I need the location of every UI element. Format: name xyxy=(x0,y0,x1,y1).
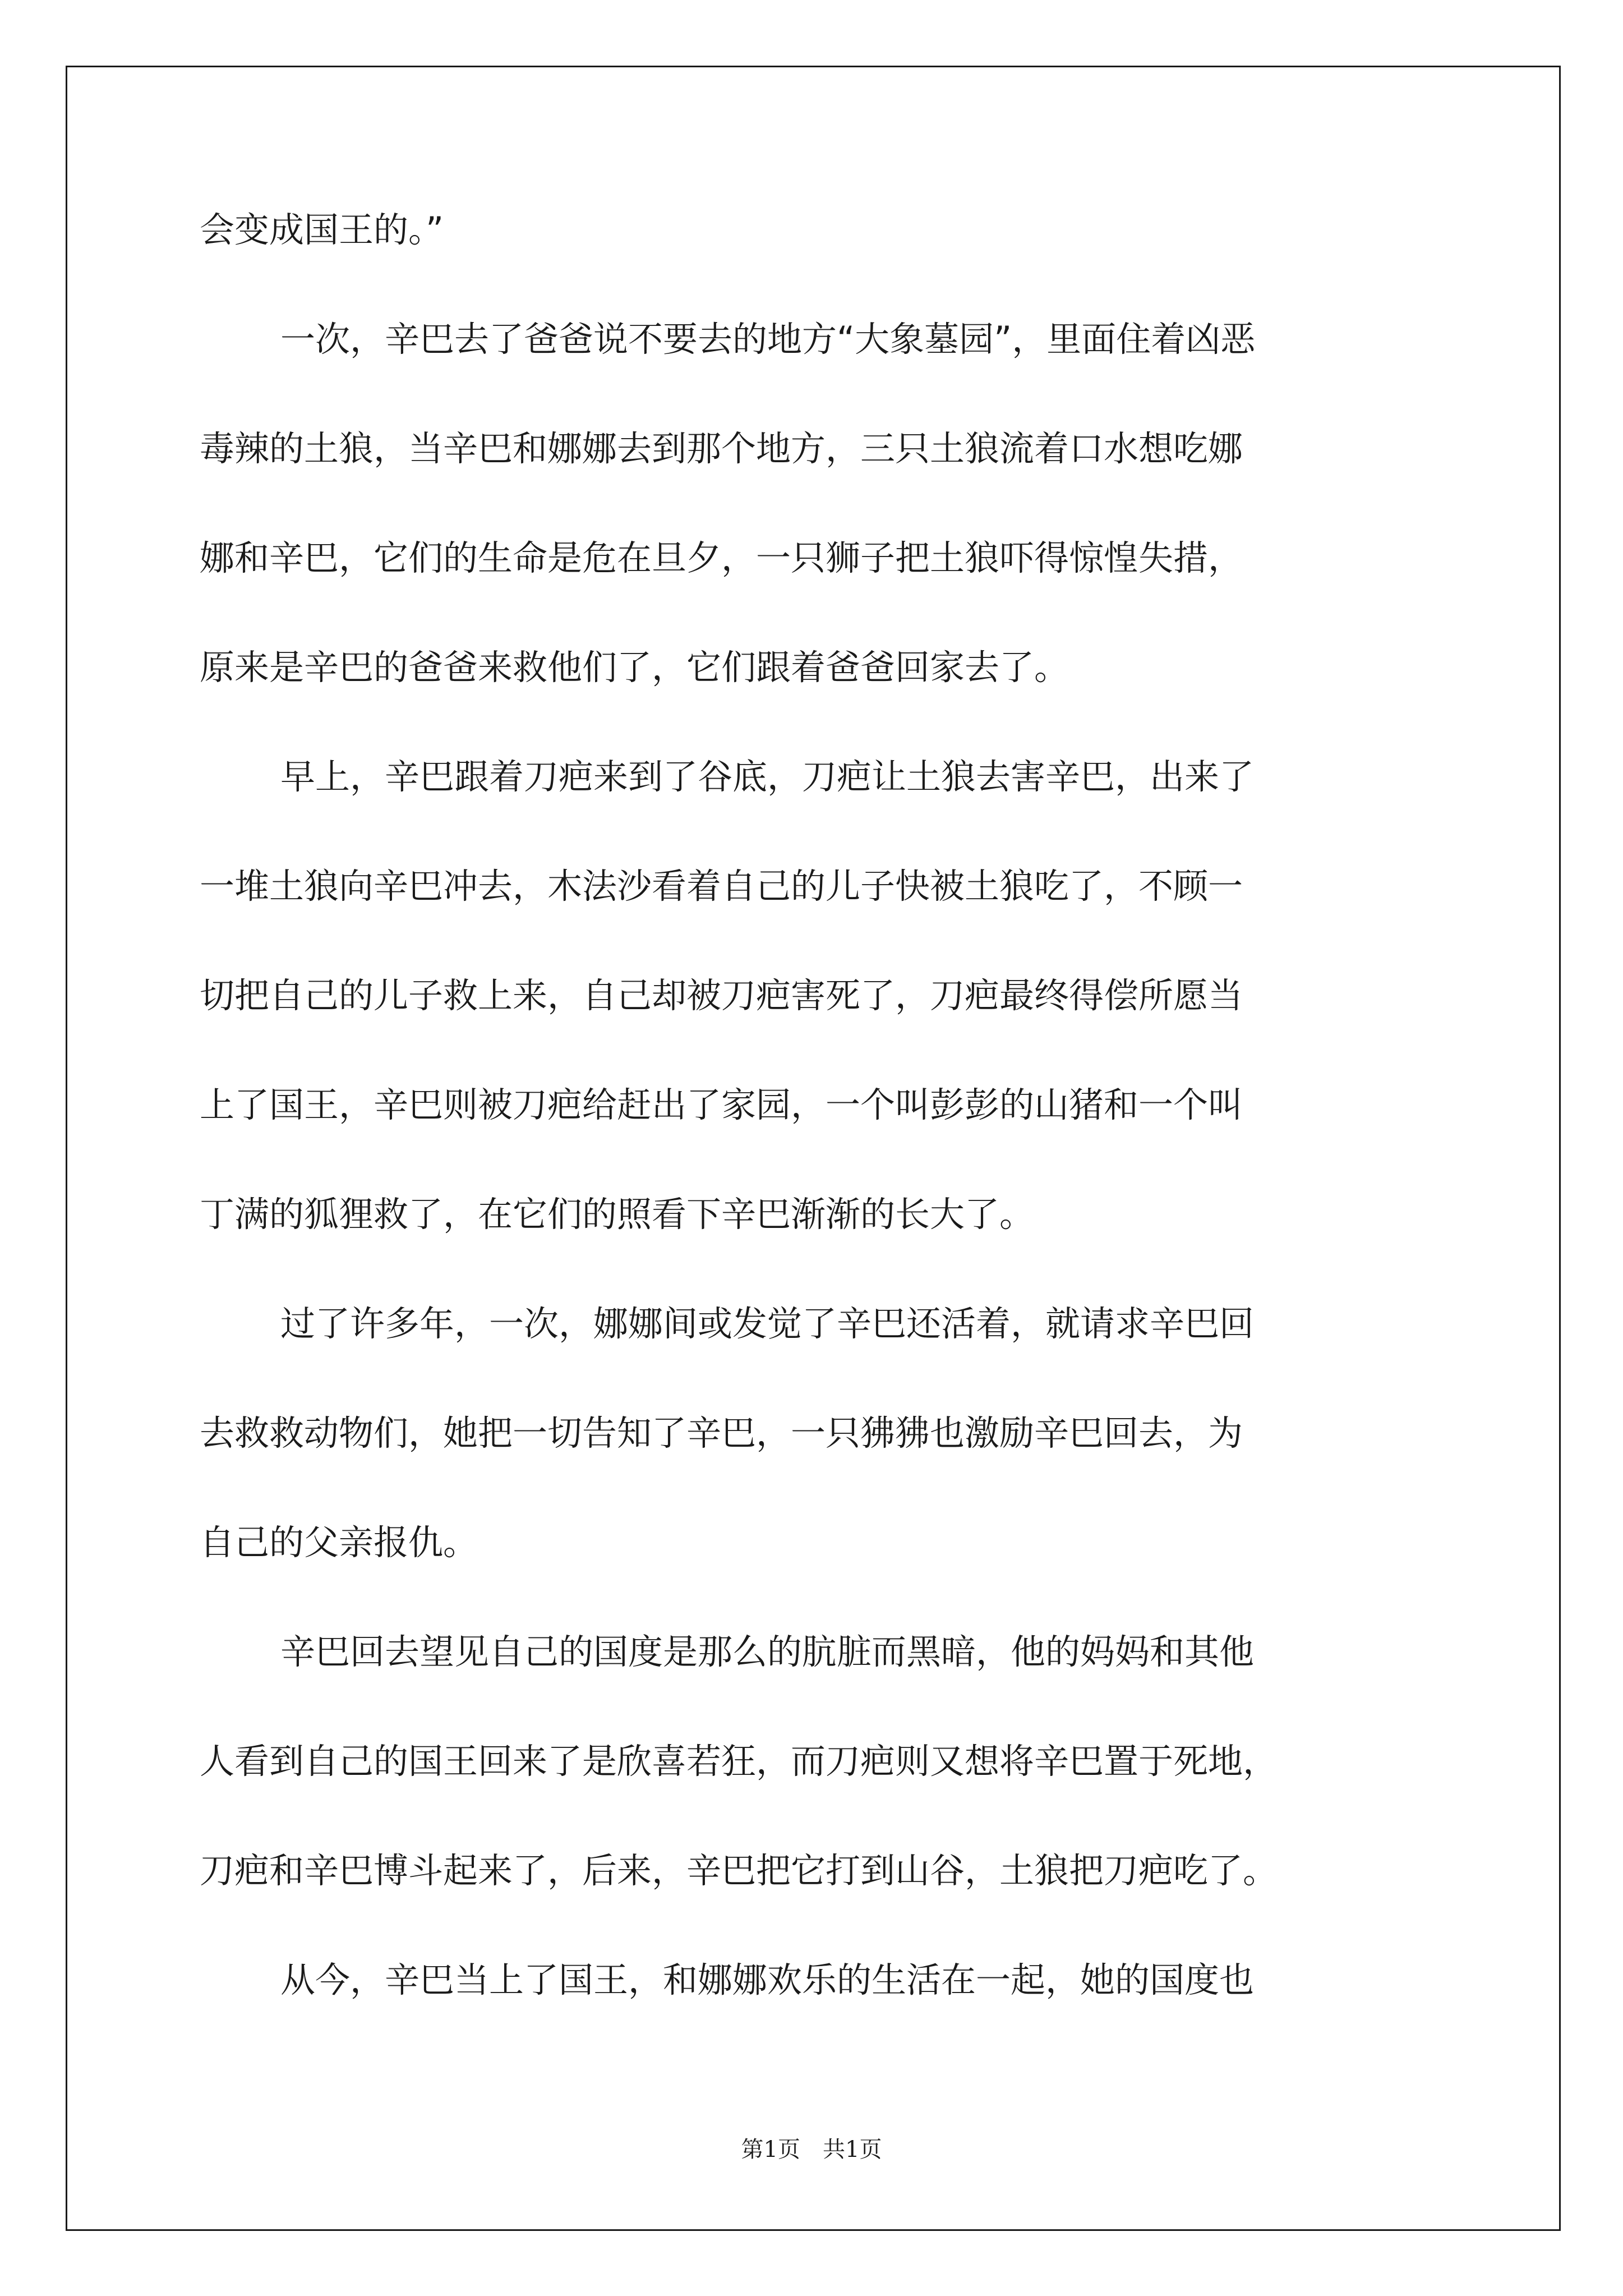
text-line: 丁满的狐狸救了，在它们的照看下辛巴渐渐的长大了。 xyxy=(200,1194,1035,1235)
text-line: 一堆土狼向辛巴冲去，木法沙看着自己的儿子快被土狼吃了，不顾一 xyxy=(200,866,1243,907)
text-line: 早上，辛巴跟着刀疤来到了谷底，刀疤让土狼去害辛巴，出来了 xyxy=(280,756,1255,797)
text-line: 一次，辛巴去了爸爸说不要去的地方“大象墓园”，里面住着凶恶 xyxy=(280,319,1256,360)
text-line: 切把自己的儿子救上来，自己却被刀疤害死了，刀疤最终得偿所愿当 xyxy=(200,975,1243,1016)
text-line: 刀疤和辛巴博斗起来了，后来，辛巴把它打到山谷，土狼把刀疤吃了。 xyxy=(200,1850,1278,1891)
text-line: 人看到自己的国王回来了是欣喜若狂，而刀疤则又想将辛巴置于死地， xyxy=(200,1741,1278,1782)
page-number: 第1页 共1页 xyxy=(741,2137,882,2162)
text-line: 辛巴回去望见自己的国度是那么的肮脏而黑暗，他的妈妈和其他 xyxy=(280,1631,1255,1672)
text-line: 自己的父亲报仇。 xyxy=(200,1522,478,1563)
text-line: 去救救动物们，她把一切告知了辛巴，一只狒狒也激励辛巴回去，为 xyxy=(200,1412,1243,1453)
text-line: 会变成国王的。” xyxy=(200,209,444,250)
text-line: 毒辣的土狼，当辛巴和娜娜去到那个地方，三只土狼流着口水想吃娜 xyxy=(200,428,1243,469)
text-line: 上了国王，辛巴则被刀疤给赶出了家园，一个叫彭彭的山猪和一个叫 xyxy=(200,1084,1243,1125)
text-line: 娜和辛巴，它们的生命是危在旦夕，一只狮子把土狼吓得惊惶失措， xyxy=(200,537,1243,578)
text-line: 过了许多年，一次，娜娜间或发觉了辛巴还活着，就请求辛巴回 xyxy=(280,1303,1255,1344)
text-line: 原来是辛巴的爸爸来救他们了，它们跟着爸爸回家去了。 xyxy=(200,647,1069,688)
text-line: 从今，辛巴当上了国王，和娜娜欢乐的生活在一起，她的国度也 xyxy=(280,1959,1255,2000)
page-border xyxy=(66,66,1561,2231)
